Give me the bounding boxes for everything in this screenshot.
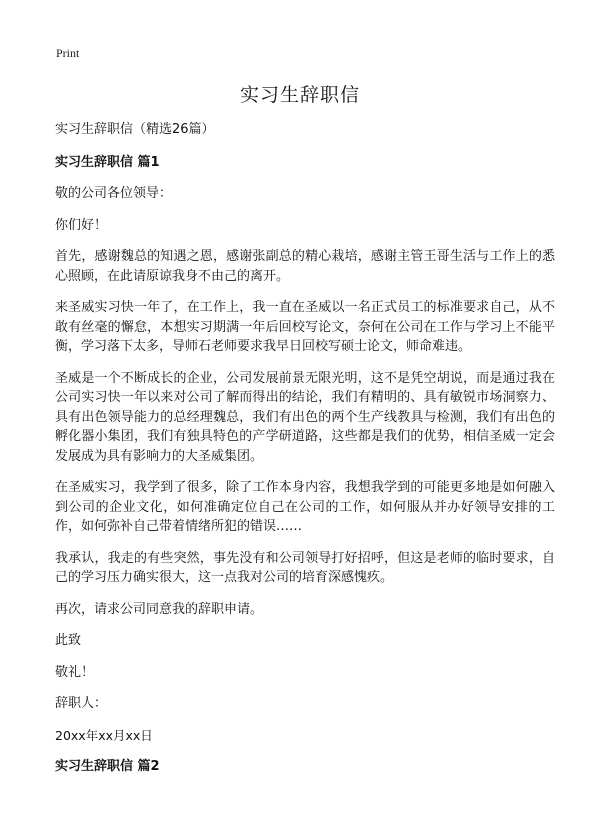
paragraph: 我承认，我走的有些突然，事先没有和公司领导打好招呼，但这是老师的临时要求，自己的学习压力确实很大，这一点我对公司的培育深感愧疚。 [55,550,555,585]
page-title: 实习生辞职信 [239,84,360,106]
paragraph: 首先，感谢魏总的知遇之恩，感谢张副总的精心栽培，感谢主管王哥生活与工作上的悉心照顾，在此请原谅我身不由己的离开。 [55,249,555,284]
document-subtitle: 实习生辞职信（精选26篇） [55,122,215,137]
paragraph: 再次，请求公司同意我的辞职申请。 [55,601,264,617]
section-heading-1: 实习生辞职信 篇1 [55,154,160,170]
letter-date: 20xx年xx月xx日 [55,727,153,743]
closing-line: 此致 [55,633,82,648]
paragraph: 在圣威实习，我学到了很多，除了工作本身内容，我想我学到的可能更多地是如何融入到公司的企业文化，如何准确定位自己在公司的工作，如何服从并办好领导安排的工作，如何弥补自己带着情绪所犯的错误…… [55,480,555,534]
document-body [55,120,555,789]
signer-label: 辞职人： [55,696,108,711]
paragraph: 圣威是一个不断成长的企业，公司发展前景无限光明，这不是凭空胡说，而是通过我在公司实习快一年以来对公司了解而得出的结论，我们有精明的、具有敏锐市场洞察力、具有出色领导能力的总经理魏总，我们有出色的两个生产线教具与检测，我们有出色的孵化器小集团，我们有独具特色的产学研道路，这些都是我们的优势，相信圣威一定会发展成为具有影响力的大圣威集团。 [55,370,555,464]
section-heading-2: 实习生辞职信 篇2 [55,759,160,774]
salutation: 敬的公司各位领导： [55,186,173,201]
paragraph: 来圣威实习快一年了，在工作上，我一直在圣威以一名正式员工的标准要求自己，从不敢有丝毫的懈怠，本想实习期满一年后回校写论文，奈何在公司在工作与学习上不能平衡，学习落下太多，导师石老师要求我早日回校写硕士论文，师命难违。 [55,300,555,354]
greeting: 你们好！ [55,217,108,233]
print-link[interactable]: Print [56,46,80,60]
closing-line: 敬礼！ [55,664,95,680]
